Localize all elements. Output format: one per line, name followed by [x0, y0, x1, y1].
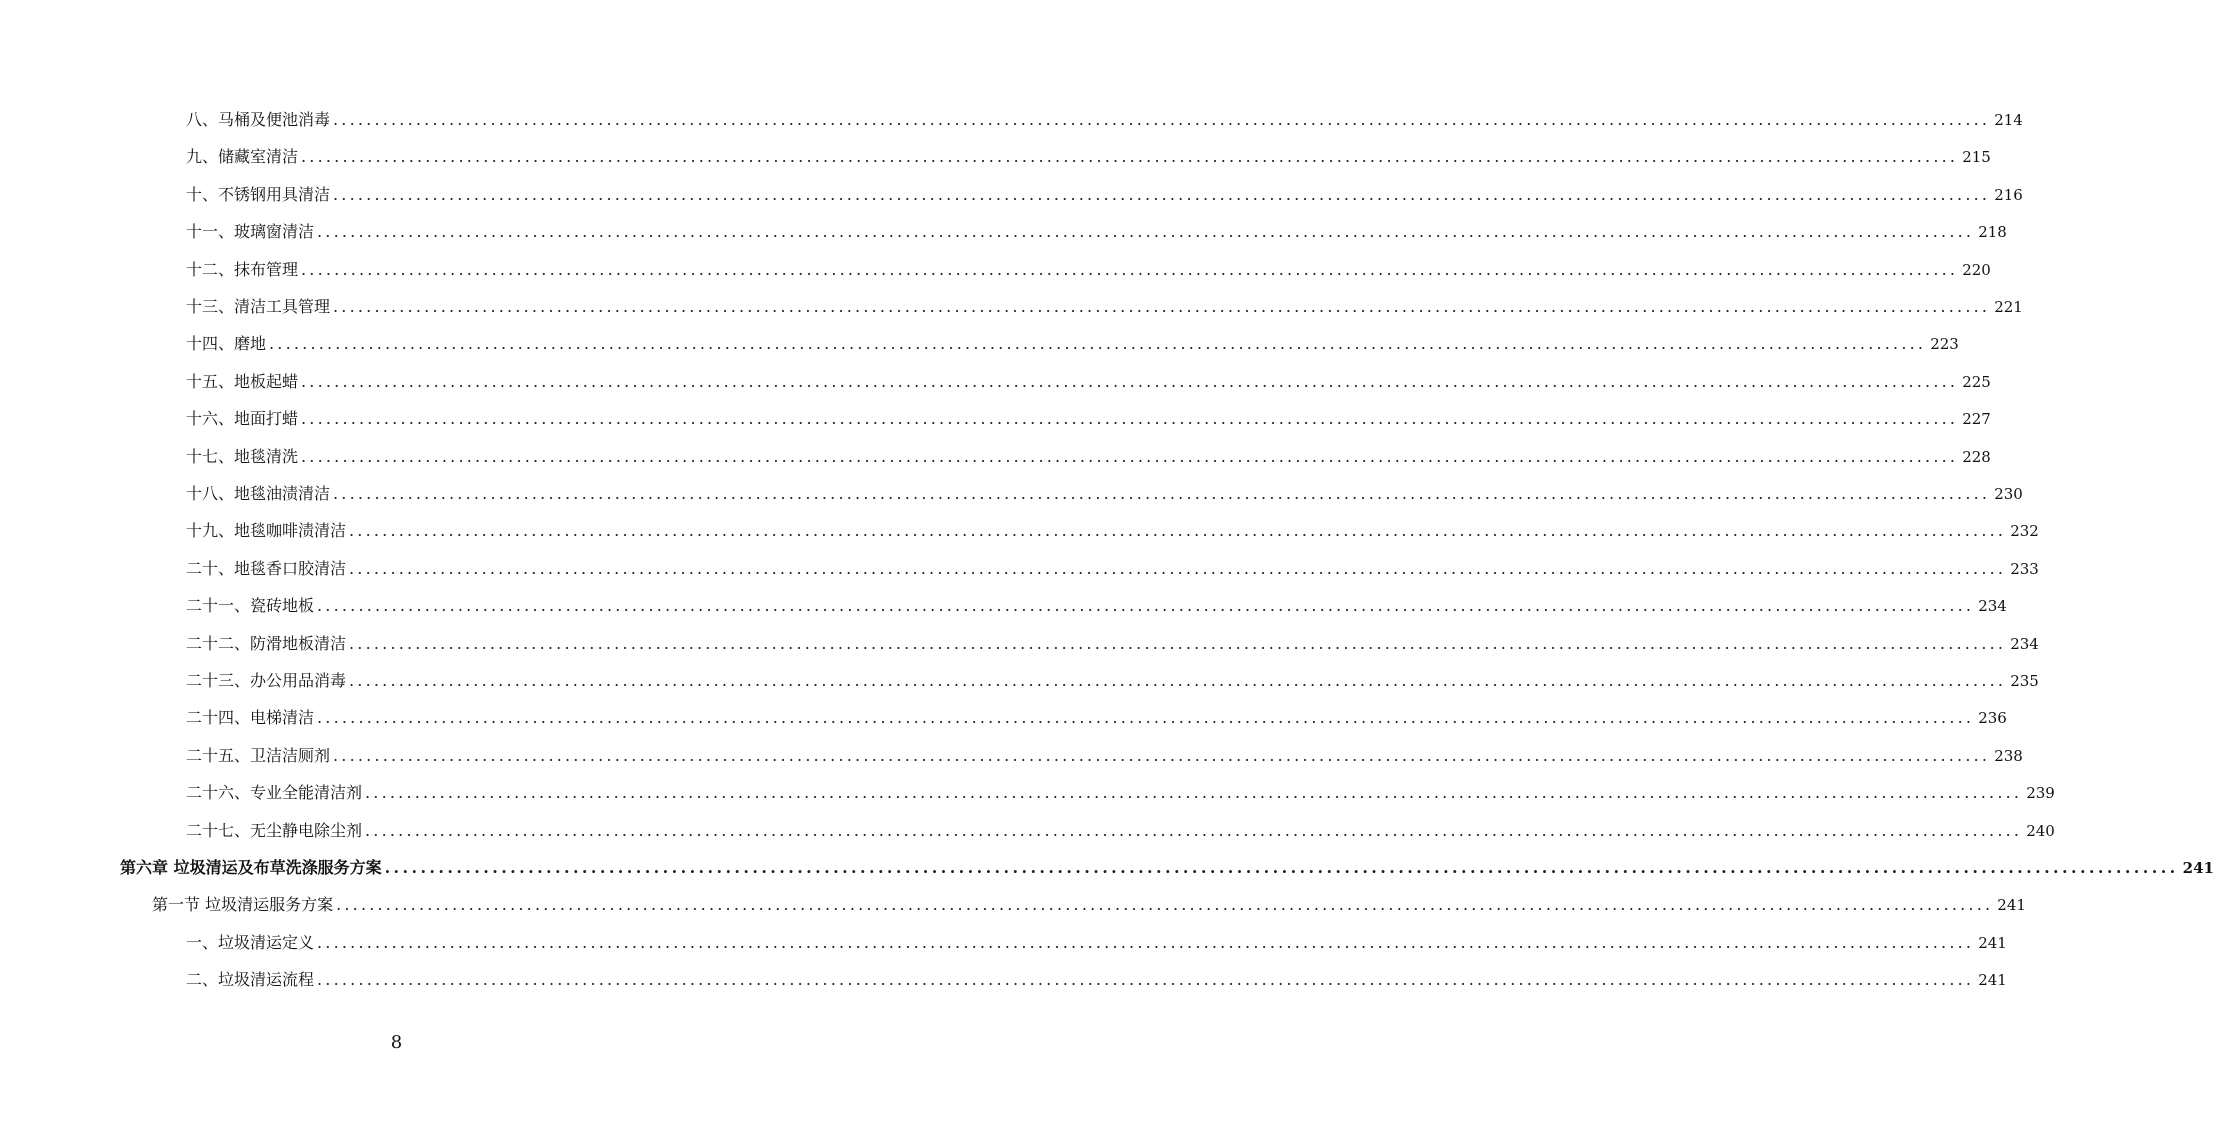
toc-dot-leader: ........................................................................................................................................................................................................ — [301, 371, 1959, 391]
toc-entry-page: 215 — [1962, 148, 1991, 167]
page-number: 8 — [390, 1032, 403, 1053]
toc-item-entry[interactable] — [186, 443, 1991, 471]
toc-entry-title: 二十七、无尘静电除尘剂 — [186, 820, 363, 840]
toc-dot-leader: ........................................................................................................................................................................................................ — [301, 409, 1959, 429]
toc-entry-title: 十三、清洁工具管理 — [186, 297, 331, 316]
toc-entry-page: 223 — [1930, 335, 1959, 354]
toc-entry-title: 十、不锈钢用具清洁 — [186, 184, 331, 204]
toc-entry-page: 241 — [2182, 859, 2214, 877]
toc-dot-leader: ........................................................................................................................................................................................................ — [317, 222, 1975, 242]
toc-item-entry[interactable] — [186, 929, 2007, 957]
toc-entry-title: 十五、地板起蜡 — [186, 371, 299, 391]
toc-entry-page: 230 — [1994, 485, 2023, 503]
toc-dot-leader: ........................................................................................................................................................................................................ — [349, 633, 2007, 653]
toc-dot-leader: ........................................................................................................................................................................................................ — [336, 895, 1994, 915]
toc-entry-title: 九、储藏室清洁 — [186, 147, 299, 167]
toc-entry-page: 233 — [2010, 559, 2039, 578]
toc-item-entry[interactable] — [186, 218, 2007, 246]
toc-entry-page: 241 — [1978, 933, 2007, 952]
toc-item-entry[interactable] — [186, 817, 2055, 845]
toc-item-entry[interactable] — [186, 517, 2039, 545]
toc-item-entry[interactable] — [186, 293, 2023, 321]
toc-entry-page: 236 — [1978, 709, 2007, 728]
toc-dot-leader: ........................................................................................................................................................................................................ — [384, 858, 2179, 877]
toc-entry-title: 二十六、专业全能清洁剂 — [186, 783, 363, 803]
toc-entry-title: 十七、地毯清洗 — [186, 446, 299, 466]
toc-entry-title: 第一节 垃圾清运服务方案 — [152, 895, 334, 915]
toc-dot-leader: ........................................................................................................................................................................................................ — [349, 671, 2007, 690]
toc-dot-leader: ........................................................................................................................................................................................................ — [349, 521, 2007, 541]
toc-dot-leader: ........................................................................................................................................................................................................ — [333, 110, 1991, 129]
toc-entry-page: 235 — [2010, 672, 2039, 690]
toc-dot-leader: ........................................................................................................................................................................................................ — [269, 334, 1927, 354]
toc-item-entry[interactable] — [186, 368, 1991, 396]
toc-entry-page: 232 — [2010, 522, 2039, 541]
toc-dot-leader: ........................................................................................................................................................................................................ — [365, 820, 2023, 840]
toc-item-entry[interactable] — [186, 181, 2023, 209]
toc-entry-title: 十九、地毯咖啡渍清洁 — [186, 521, 347, 541]
toc-entry-page: 214 — [1994, 111, 2023, 129]
toc-entry-title: 八、马桶及便池消毒 — [186, 110, 331, 129]
toc-entry-title: 十六、地面打蜡 — [186, 409, 299, 429]
toc-dot-leader: ........................................................................................................................................................................................................ — [333, 484, 1991, 503]
toc-dot-leader: ........................................................................................................................................................................................................ — [301, 259, 1959, 279]
toc-section-entry[interactable] — [152, 891, 2026, 919]
toc-entry-title: 十八、地毯油渍清洁 — [186, 484, 331, 503]
toc-entry-title: 二十五、卫洁洁厕剂 — [186, 745, 331, 765]
toc-entry-title: 二十二、防滑地板清洁 — [186, 633, 347, 653]
toc-dot-leader: ........................................................................................................................................................................................................ — [317, 708, 1975, 728]
toc-item-entry[interactable] — [186, 256, 1991, 284]
toc-item-entry[interactable] — [186, 742, 2023, 770]
toc-entry-title: 二十三、办公用品消毒 — [186, 671, 347, 690]
toc-entry-page: 216 — [1994, 185, 2023, 204]
toc-entry-title: 十四、磨地 — [186, 334, 267, 354]
toc-entry-title: 二十一、瓷砖地板 — [186, 596, 315, 616]
toc-dot-leader: ........................................................................................................................................................................................................ — [301, 446, 1959, 466]
toc-dot-leader: ........................................................................................................................................................................................................ — [333, 297, 1991, 316]
toc-dot-leader: ........................................................................................................................................................................................................ — [365, 783, 2023, 803]
toc-dot-leader: ........................................................................................................................................................................................................ — [317, 970, 1975, 990]
toc-item-entry[interactable] — [186, 106, 2023, 134]
toc-entry-title: 一、垃圾清运定义 — [186, 932, 315, 952]
toc-chapter-entry[interactable] — [120, 854, 2214, 882]
toc-entry-title: 第六章 垃圾清运及布草洗涤服务方案 — [120, 858, 382, 877]
toc-entry-page: 239 — [2026, 784, 2055, 803]
toc-entry-title: 十二、抹布管理 — [186, 259, 299, 279]
toc-entry-page: 234 — [1978, 597, 2007, 616]
toc-item-entry[interactable] — [186, 405, 1991, 433]
toc-item-entry[interactable] — [186, 555, 2039, 583]
toc-entry-page: 228 — [1962, 447, 1991, 466]
toc-item-entry[interactable] — [186, 480, 2023, 508]
toc-dot-leader: ........................................................................................................................................................................................................ — [333, 184, 1991, 204]
toc-item-entry[interactable] — [186, 779, 2055, 807]
toc-entry-page: 221 — [1994, 298, 2023, 316]
toc-dot-leader: ........................................................................................................................................................................................................ — [301, 147, 1959, 167]
toc-entry-page: 238 — [1994, 746, 2023, 765]
toc-entry-page: 218 — [1978, 223, 2007, 242]
toc-item-entry[interactable] — [186, 704, 2007, 732]
toc-entry-title: 二十、地毯香口胶清洁 — [186, 558, 347, 578]
toc-entry-page: 220 — [1962, 260, 1991, 279]
toc-entry-title: 十一、玻璃窗清洁 — [186, 222, 315, 242]
toc-item-entry[interactable] — [186, 143, 1991, 171]
toc-dot-leader: ........................................................................................................................................................................................................ — [349, 558, 2007, 578]
toc-item-entry[interactable] — [186, 630, 2039, 658]
toc-entry-page: 241 — [1997, 896, 2026, 915]
toc-item-entry[interactable] — [186, 966, 2007, 994]
toc-dot-leader: ........................................................................................................................................................................................................ — [317, 596, 1975, 616]
toc-entry-page: 227 — [1962, 410, 1991, 429]
toc-entry-title: 二十四、电梯清洁 — [186, 708, 315, 728]
toc-item-entry[interactable] — [186, 667, 2039, 695]
toc-entry-page: 241 — [1978, 971, 2007, 990]
toc-entry-page: 240 — [2026, 821, 2055, 840]
toc-entry-title: 二、垃圾清运流程 — [186, 970, 315, 990]
toc-item-entry[interactable] — [186, 330, 1959, 358]
toc-item-entry[interactable] — [186, 592, 2007, 620]
toc-entry-page: 234 — [2010, 634, 2039, 653]
toc-dot-leader: ........................................................................................................................................................................................................ — [317, 932, 1975, 952]
toc-dot-leader: ........................................................................................................................................................................................................ — [333, 745, 1991, 765]
toc-entry-page: 225 — [1962, 372, 1991, 391]
